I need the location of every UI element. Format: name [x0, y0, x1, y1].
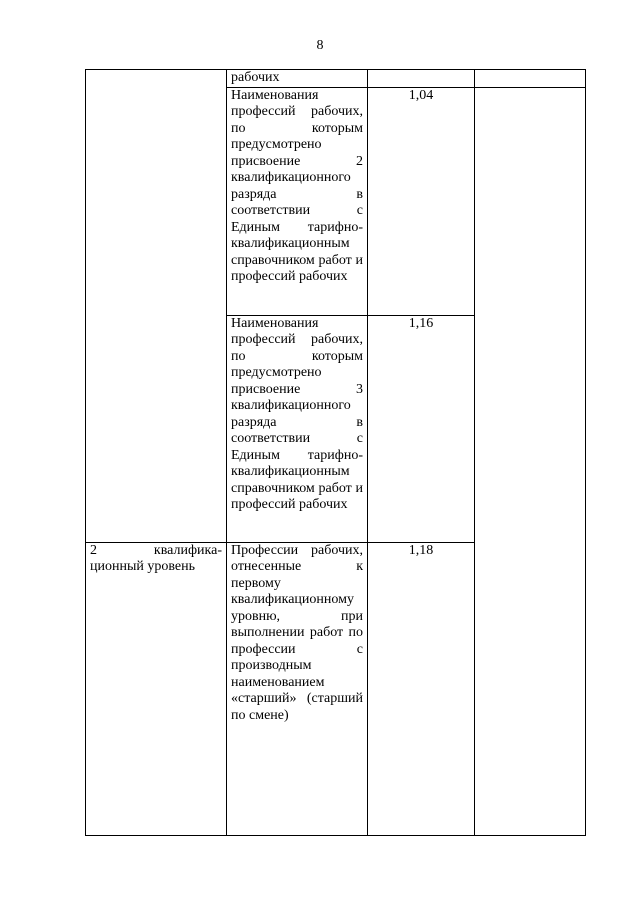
profession-cell: Наименования профессий рабочих, по которым предусмотрено присвоение 3 квалификационного разряда в соответствии с Единым тарифно-квалификационным справочником работ и профессий рабочих	[227, 315, 368, 542]
extra-cell	[475, 87, 586, 836]
coefficient-cell	[368, 70, 475, 88]
qualification-table	[85, 69, 586, 836]
level-cell	[86, 70, 227, 543]
profession-cell: Наименования профессий рабочих, по которым предусмотрено присвоение 2 квалификационного разряда в соответствии с Единым тарифно-квалификационным справочником работ и профессий рабочих	[227, 87, 368, 315]
coefficient-cell: 1,04	[368, 87, 475, 315]
page-number: 8	[316, 38, 324, 53]
coefficient-cell: 1,18	[368, 542, 475, 835]
coefficient-cell: 1,16	[368, 315, 475, 542]
table-row	[86, 70, 586, 88]
extra-cell	[475, 70, 586, 88]
profession-cell: рабочих	[227, 70, 368, 88]
level-cell: 2 квалифика-ционный уровень	[86, 542, 227, 835]
profession-cell: Профессии рабочих, отнесенные к первому квалификационному уровню, при выполнении работ по профессии с производным наименованием «старший» (старший по смене)	[227, 542, 368, 835]
